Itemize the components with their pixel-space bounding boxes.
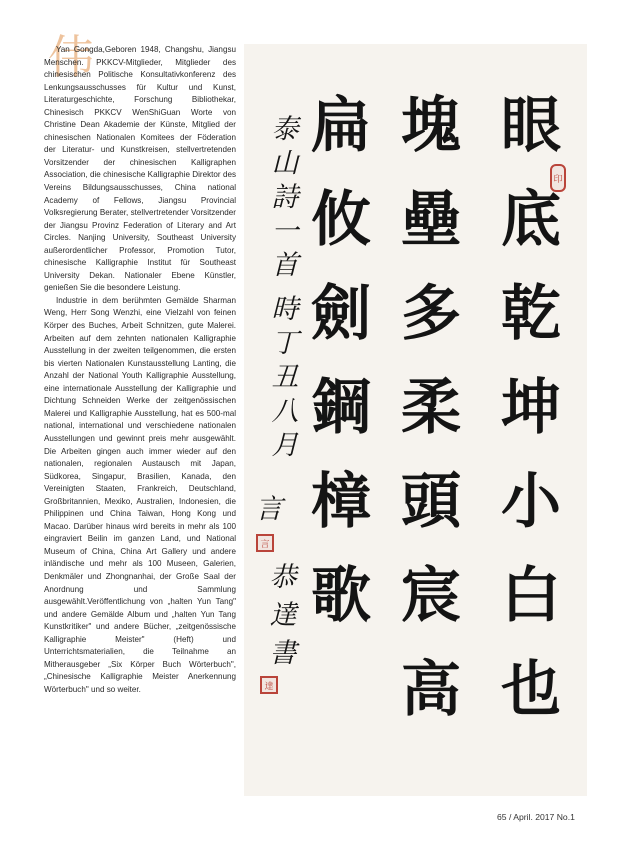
page-number-footer: 65 / April. 2017 No.1 (497, 812, 575, 822)
signature-char: 恭 (269, 562, 297, 593)
inscription-char: 八 (271, 396, 299, 427)
inscription-char: 丑 (271, 362, 299, 393)
calligraphy-char: 扁 (311, 91, 371, 161)
inscription-char: 首 (271, 250, 299, 281)
calligraphy-char: 小 (501, 467, 561, 537)
calligraphy-char: 白 (501, 561, 561, 631)
inscription-char: 時 (271, 294, 299, 325)
inscription-char: 詩 (271, 182, 299, 213)
inscription-char: 山 (271, 148, 299, 179)
background-watermark-glyph: 伟 (48, 30, 92, 84)
calligraphy-char: 樟 (311, 467, 371, 537)
inscription-char: 一 (271, 216, 299, 247)
calligraphy-artwork (244, 44, 587, 796)
calligraphy-char: 乾 (501, 279, 561, 349)
signature-char: 達 (269, 600, 297, 631)
calligraphy-char: 劍 (311, 279, 371, 349)
biography-paragraph-2: Industrie in dem berühmten Gemälde Sharman Weng, Herr Song Wenzhi, eine Vielzahl von feinen Körper des Buches, Arbeit Schnitzen, gute Malerei. Arbeiten auf dem zehnten nationalen Kalligraphie Ausstellung in der zweiten teilgenommen, die ersten bis vierten Nationalen Kunstausstellung Lanting, die Anzahl der National Youth Kalligraphie Ausstellung, eine internationale Ausstellung der Kalligraphie und Dichtung Schneiden Werke der zeitgenössischen Malerei und Kalligraphie Ausstellung, hat es 500-mal national, international und verschiedene nationalen Ausstellungen und gewinnt preis mehr ausgewählt. Die Arbeiten gingen auch immer wieder auf den nationalen, regionalen Austausch mit Japan, Südkorea, Singapur, Brasilien, Kanada, den Vereinigten Staaten, Frankreich, Deutschland, Großbritannien, Mexiko, Australien, Indonesien, die Philippinen und China Taiwan, Hong Kong und Macao. Darüber hinaus wird bereits in mehr als 100 eingraviert Beilin im ganzen Land, und National Museum of China, China Art Gallery und andere inländische und mehr als 100 Museen, Galerien, Denkmäler und Zhongnanhai, der Große Saal der Anordnung und Sammlung ausgewählt.Veröffentlichung von „halten Yun Tang" und andere Gemälde Album und „halten Yun Tang Kunstkritiker" und andere Bücher, „zeitgenössische Kalligraphie Meister" (Heft) und Unterrichtsmaterialien, die Teilnahme an Mitherausgeber „Six Körper Buch Wörterbuch", „Chinesische Kalligraphie Meister Anerkennung Wörterbuch" und so weiter. (44, 295, 236, 694)
calligraphy-char: 攸 (311, 185, 371, 255)
calligraphy-char: 柔 (401, 373, 461, 443)
calligraphy-char: 歌 (311, 561, 371, 631)
signature-char: 書 (269, 638, 297, 669)
signature-char: 言 (255, 494, 283, 525)
calligraphy-char: 壘 (401, 185, 461, 255)
calligraphy-char: 塊 (401, 91, 461, 161)
inscription-char: 丁 (271, 328, 299, 359)
seal-stamp-top: 印 (550, 164, 566, 192)
seal-stamp-bottom: 達 (260, 676, 278, 694)
biography-paragraph-1: Yan Gongda,Geboren 1948, Changshu, Jiangsu Menschen. PKKCV-Mitglieder, Mitglieder des chinesischen Politische Konsultativkonferenz des Lenkungsausschusses für Kultur und Kunst, Literaturgeschichte, Forschung Bibliothekar, Chinesisch PKKCV WenShiGuan Worte von Christine Dean Akademie der Künste, Mitglied der chinesischen Nationalen Komitees der Föderation der Literatur- und Kunstkreisen, stellvertretenden Vorsitzender der chinesischen Kalligraphen Association, die chinesische Kalligraphie Direktor des Vereins Bildungsausschusses, China national Academy of Fellows, Jiangsu Provincial Volksregierung Berater, stellvertretender Vorsitzender der Jiangsu Provinz Federation of Literary and Art Circles. Nanjing University, Southeast University außerordentlicher Professor, Promotion Tutor, chinesische Kalligraphie Institut für Southeast University Dekan. Nationaler Ebene Künstler, genießen Sie die besondere Leistung. (44, 45, 236, 293)
seal-stamp-middle: 言 (256, 534, 274, 552)
calligraphy-char: 底 (501, 185, 561, 255)
calligraphy-char: 多 (401, 279, 461, 349)
calligraphy-char: 也 (501, 655, 561, 725)
biography-text-column (44, 44, 236, 696)
inscription-char: 泰 (271, 114, 299, 145)
calligraphy-char: 高 (401, 655, 461, 725)
inscription-char: 月 (271, 430, 299, 461)
calligraphy-char: 眼 (501, 91, 561, 161)
calligraphy-char: 宸 (401, 561, 461, 631)
calligraphy-char: 頭 (401, 467, 461, 537)
calligraphy-char: 坤 (501, 373, 561, 443)
calligraphy-char: 鋼 (311, 373, 371, 443)
